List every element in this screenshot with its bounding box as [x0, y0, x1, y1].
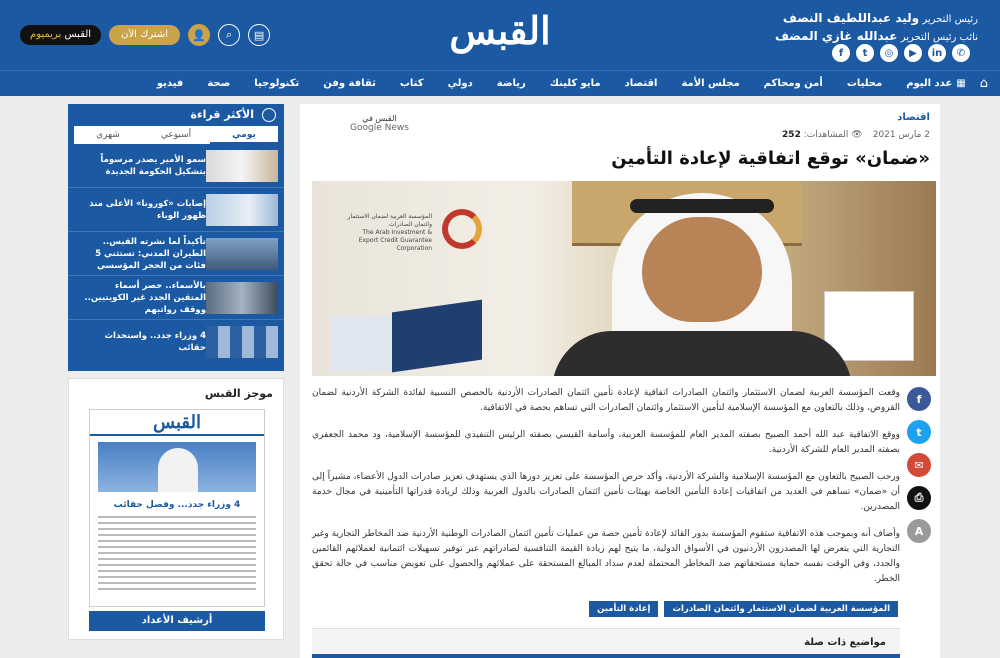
search-icon[interactable]: ⌕: [218, 24, 240, 46]
whatsapp-icon[interactable]: ✆: [952, 44, 970, 62]
google-news-brand: Google News: [350, 123, 409, 133]
premium-button[interactable]: [20, 25, 101, 45]
thumbnail: [206, 194, 278, 226]
nav-item-technology[interactable]: تكنولوجيا: [254, 78, 300, 89]
thumbnail: [206, 150, 278, 182]
list-item[interactable]: [68, 188, 284, 232]
list-item-text: تأكيداً لما نشرته القبس.. الطيران المدني: تستثني 5 فئات من الحجر المؤسسي: [95, 236, 206, 271]
instagram-icon[interactable]: ◎: [880, 44, 898, 62]
article-tags: [589, 601, 898, 617]
tag-chip[interactable]: إعادة التأمين: [589, 601, 658, 617]
most-read-title: الأكثر قراءة: [190, 108, 254, 121]
tag-chip[interactable]: المؤسسة العربية لضمان الاستثمار وائتمان الصادرات: [664, 601, 898, 617]
facebook-icon[interactable]: f: [832, 44, 850, 62]
calendar-icon: ▦: [956, 78, 966, 89]
newspaper-masthead: القبس: [90, 410, 264, 436]
thumbnail: [206, 326, 278, 358]
list-item[interactable]: [68, 320, 284, 364]
corporation-logo: [442, 209, 512, 259]
premium-prefix: القبس: [64, 29, 92, 40]
brochure-shape: [392, 300, 482, 373]
editors-block: [775, 10, 978, 46]
digest-title: موجز القبس: [204, 387, 273, 400]
thumbnail: [206, 238, 278, 270]
list-item-text: بالأسماء.. حصر أسماء المتقين الجدد غير الكويتيين.. ووقف رواتبهم: [84, 280, 206, 315]
site-logo[interactable]: القبس: [449, 8, 551, 53]
facebook-share-icon[interactable]: f: [907, 387, 931, 411]
deputy-editor-name: عبدالله غازي المضف: [774, 29, 898, 43]
font-size-icon[interactable]: A: [907, 519, 931, 543]
header-tools: [20, 24, 270, 46]
deputy-editor-label: نائب رئيس التحرير: [900, 32, 978, 43]
newspaper-cover[interactable]: [89, 409, 265, 607]
share-bar: [907, 387, 937, 552]
article-paragraph: وقعت المؤسسة العربية لضمان الاستثمار وائتمان الصادرات اتفاقية لإعادة تأمين ائتمان الصادرات الأردنية بالحصص النسبية لفائدة الشركة الأردنية لضمان القروض، وذلك بالتعاون مع المؤسسة الإسلامية لتأمين الاستثمار وائتمان الصادرات التي تساهم بحصة في الاتفاقية.: [312, 388, 900, 413]
editor-in-chief-label: رئيس التحرير: [922, 14, 978, 25]
premium-suffix: بريميوم: [30, 29, 62, 40]
subscribe-button[interactable]: اشترك الآن: [109, 25, 180, 45]
list-item[interactable]: [68, 144, 284, 188]
tab-weekly[interactable]: أسبوعي: [160, 130, 192, 140]
cover-headline: 4 وزراء جدد... وفصل حقائب: [113, 500, 241, 510]
person-face: [642, 217, 762, 322]
most-read-tabs: [74, 126, 278, 144]
list-item[interactable]: [68, 232, 284, 276]
nav-item-mayo-clinic[interactable]: مايو كلينك: [549, 78, 601, 89]
views-count: 252: [782, 130, 801, 140]
nav-item-video[interactable]: فيديو: [156, 78, 184, 89]
desk-calendar: [824, 291, 914, 361]
nav-item-health[interactable]: صحة: [207, 78, 231, 89]
related-topics-title: مواضيع ذات صلة: [804, 637, 886, 648]
brochure-shape: [332, 316, 392, 371]
nav-item-sports[interactable]: رياضة: [496, 78, 526, 89]
newspaper-icon[interactable]: ▤: [248, 24, 270, 46]
most-read-header: [68, 104, 284, 126]
article-photo: [312, 181, 936, 376]
corporation-name-ar: المؤسسة العربية لضمان الاستثمار وائتمان الصادرات: [347, 213, 432, 228]
twitter-share-icon[interactable]: t: [907, 420, 931, 444]
thumbnail: [206, 282, 278, 314]
list-item-text: 4 وزراء جدد.. واستحداث حقائب: [104, 331, 206, 353]
nav-item-todays-issue[interactable]: [906, 78, 966, 89]
nav-item-parliament[interactable]: مجلس الأمة: [681, 78, 740, 89]
views-counter: [782, 130, 863, 140]
article-category[interactable]: اقتصاد: [897, 112, 930, 123]
list-item-text: إصابات «كورونا» الأعلى منذ ظهور الوباء: [89, 198, 206, 221]
article-container: [300, 104, 940, 658]
nav-item-security[interactable]: أمن ومحاكم: [763, 78, 823, 89]
article-paragraph: ورحب الصبيح بالتعاون مع المؤسسة الإسلامية والشركة الأردنية، وأكد حرص المؤسسة على تعزيز دورها الذي يستهدف تعزيز صادرات الدول الأعضاء، مشيراً إلى أن «ضمان» تساهم في العديد من اتفاقيات إعادة التأمين الخاصة بهيئات تأمين ائتمان الصادرات بالدول العربية وذلك لزيادة قدراتها التأمينية في مجال خدمة المصدرين.: [312, 472, 900, 512]
user-icon[interactable]: 👤: [188, 24, 210, 46]
linkedin-icon[interactable]: in: [928, 44, 946, 62]
list-item[interactable]: [68, 276, 284, 320]
article-meta: [782, 130, 930, 140]
article-title: «ضمان» توقع اتفاقية لإعادة التأمين: [611, 148, 930, 169]
views-label: المشاهدات:: [803, 130, 849, 140]
print-icon[interactable]: ⎙: [907, 486, 931, 510]
home-icon[interactable]: ⌂: [979, 76, 988, 91]
person-robe: [552, 331, 852, 376]
youtube-icon[interactable]: ▶: [904, 44, 922, 62]
tab-daily[interactable]: يومي: [210, 126, 278, 144]
google-news-badge[interactable]: [350, 114, 409, 133]
person-agal: [630, 199, 774, 213]
corporation-name-en: The Arab Investment & Export Credit Guarantee Corporation: [358, 229, 432, 252]
main-nav: [0, 70, 1000, 96]
nav-item-international[interactable]: دولي: [447, 78, 473, 89]
article-paragraph: ووقع الاتفاقية عبد الله أحمد الصبيح بصفته المدير العام للمؤسسة العربية، وأسامة القيسي بصفته الرئيس التنفيذي للمؤسسة الإسلامية، ود محمد الجعفري بصفته المدير العام للشركة الأردنية.: [312, 430, 900, 455]
eye-icon: 👁: [851, 130, 863, 140]
nav-item-economy[interactable]: اقتصاد: [624, 78, 658, 89]
social-links: [832, 44, 970, 62]
google-news-prefix: القبس في: [362, 114, 397, 123]
list-item-text: سمو الأمير يصدر مرسوماً بتشكيل الحكومة الجديدة: [100, 154, 206, 177]
article-paragraph: وأضاف أنه وبموجب هذه الاتفاقية ستقوم المؤسسة بدور القائد لإعادة تأمين حصة من عمليات تأمين ائتمان الصادرات الوطنية الأردنية ضد المخاطر التجارية وغير التجارية التي يتعرض لها المصدرون الأردنيون في الأسواق الدولية، ما يتيح لهم زيادة القيمة التنافسية لصادراتهم عبر توفير تسهيلات ائتمانية لعملائهم القائمين والجدد، وفي الوقت نفسه حماية مستحقاتهم ضد المخاطر المحتملة لعدم سداد المبالغ المستحقة على عملائهم والحصول على تعويض مناسب في حالة تحقق الخطر.: [312, 529, 900, 584]
nav-item-local[interactable]: محليات: [846, 78, 883, 89]
nav-item-writers[interactable]: كتاب: [399, 78, 424, 89]
nav-item-label: عدد اليوم: [906, 78, 953, 89]
related-topics-bar: [312, 654, 900, 658]
digest-widget: [68, 378, 284, 640]
twitter-icon[interactable]: t: [856, 44, 874, 62]
related-topics: [312, 628, 900, 658]
site-header: [0, 0, 1000, 70]
article-date: 2 مارس 2021: [872, 130, 930, 140]
clock-icon: [262, 108, 276, 122]
nav-item-culture[interactable]: ثقافة وفن: [323, 78, 376, 89]
corporation-name: [342, 213, 432, 253]
cover-photo: [98, 442, 256, 492]
mail-share-icon[interactable]: ✉: [907, 453, 931, 477]
most-read-widget: [68, 104, 284, 371]
article-body: [312, 386, 900, 599]
archive-button[interactable]: أرشيف الأعداد: [89, 611, 265, 631]
tab-monthly[interactable]: شهري: [96, 130, 120, 140]
editor-in-chief-name: وليد عبداللطيف النصف: [782, 11, 920, 25]
cover-text-lines: [98, 516, 256, 590]
